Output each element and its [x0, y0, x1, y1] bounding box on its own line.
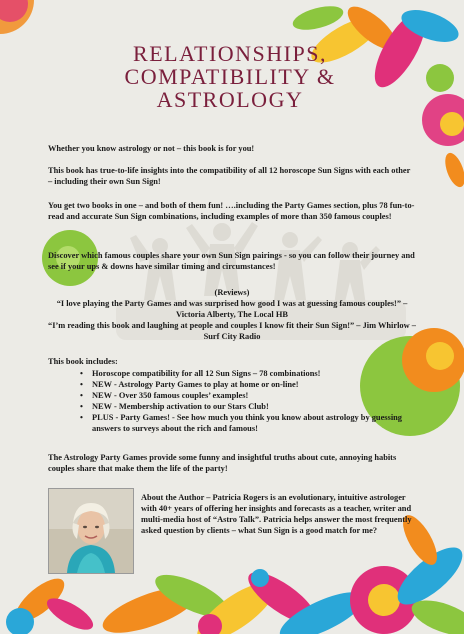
title-line-1: RELATIONSHIPS, — [133, 41, 327, 66]
discover-paragraph: Discover which famous couples share your own Sun Sign pairings - so you can follow their journey and see if your ups & downs have similar timing and circumstances! — [48, 251, 415, 271]
page-title — [60, 42, 400, 111]
reviews-heading: (Reviews) — [214, 288, 250, 297]
list-item: • NEW - Over 350 famous couples’ examples! — [80, 390, 420, 401]
list-item: • PLUS - Party Games! - See how much you think you know about astrology by guessing answers to surveys about the rich and famous! — [80, 412, 420, 434]
title-line-2: COMPATIBILITY & — [124, 64, 336, 89]
review-quote-1: “I love playing the Party Games and was surprised how good I was at guessing famous couples!” – Victoria Alberty, The Local HB — [56, 299, 408, 319]
intro-paragraph: Whether you know astrology or not – this book is for you! — [48, 144, 255, 153]
list-item: • Horoscope compatibility for all 12 Sun Signs – 78 combinations! — [80, 368, 420, 379]
two-books-paragraph: You get two books in one – and both of them fun! ….including the Party Games section, plus 78 fun-to-read and accurate Sun Sign combinations, including examples of more than 350 famous couples! — [48, 201, 415, 221]
title-line-3: ASTROLOGY — [156, 87, 304, 112]
party-games-paragraph: The Astrology Party Games provide some funny and insightful truths about cute, annoying habits couples share that make them the life of the party! — [48, 453, 397, 473]
reviews-section — [48, 287, 416, 342]
includes-heading: This book includes: — [48, 357, 118, 366]
author-portrait-image — [49, 489, 133, 573]
includes-list — [80, 368, 420, 434]
list-item: • NEW - Astrology Party Games to play at home or on-line! — [80, 379, 420, 390]
insights-paragraph: This book has true-to-life insights into the compatibility of all 12 horoscope Sun Signs with each other – including their own Sun Sign! — [48, 166, 411, 186]
review-quote-2: “I’m reading this book and laughing at people and couples I know fit their Sun Sign!” – Jim Whirlow – Surf City Radio — [48, 321, 416, 341]
author-bio: About the Author – Patricia Rogers is an evolutionary, intuitive astrologer with 40+ years of offering her insights and forecasts as a teacher, writer and multi-media host of “Astro Talk”. Patricia helps answer the most frequently asked question by clients – what Sun Sign is a good match for me? — [141, 493, 412, 535]
list-item: • NEW - Membership activation to our Stars Club! — [80, 401, 420, 412]
author-photo — [48, 488, 134, 574]
